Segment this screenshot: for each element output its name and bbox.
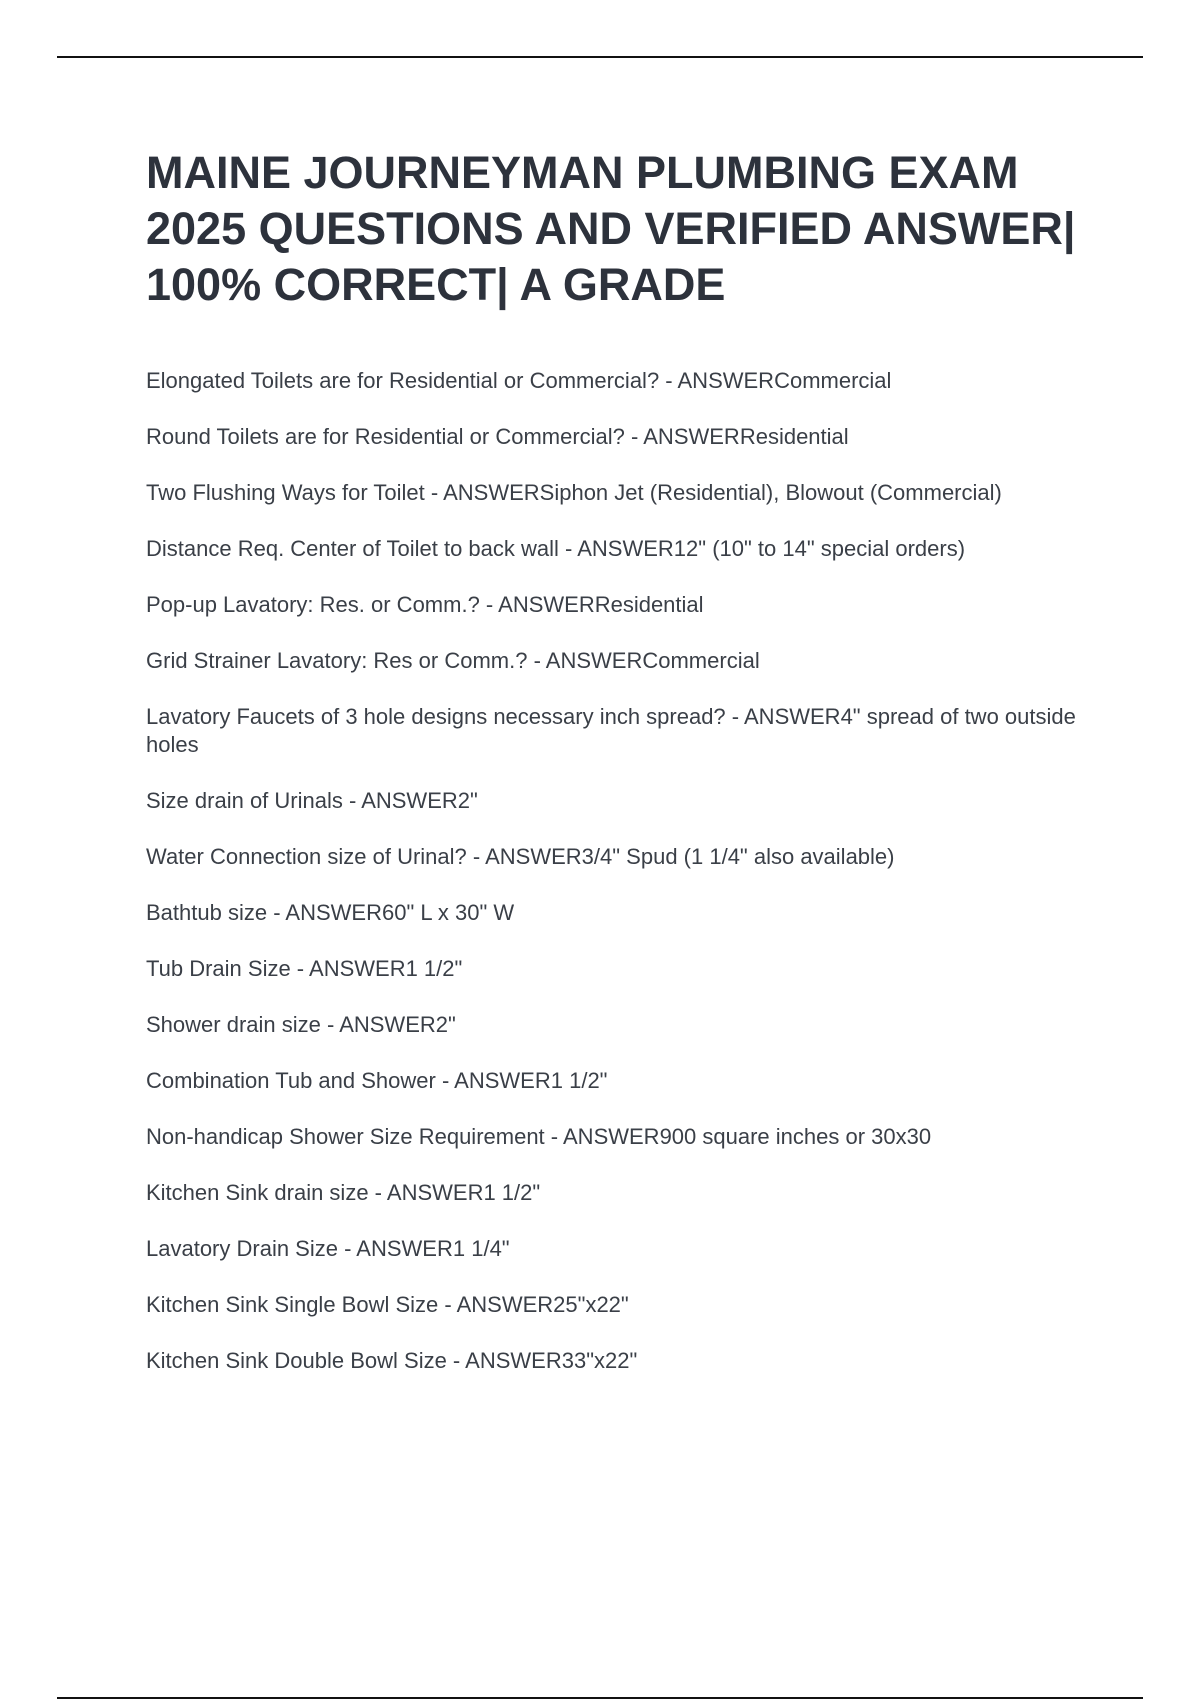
qa-item: Lavatory Faucets of 3 hole designs necessary inch spread? - ANSWER4" spread of two outside holes [146, 704, 1076, 757]
qa-item: Kitchen Sink Double Bowl Size - ANSWER33"x22" [146, 1348, 638, 1373]
page-title: MAINE JOURNEYMAN PLUMBING EXAM 2025 QUESTIONS AND VERIFIED ANSWER| 100% CORRECT| A GRADE [146, 147, 1076, 310]
qa-item: Two Flushing Ways for Toilet - ANSWERSiphon Jet (Residential), Blowout (Commercial) [146, 480, 1002, 505]
qa-item: Pop-up Lavatory: Res. or Comm.? - ANSWERResidential [146, 592, 704, 617]
top-divider [57, 56, 1143, 58]
qa-item: Distance Req. Center of Toilet to back wall - ANSWER12" (10" to 14" special orders) [146, 536, 966, 561]
qa-item: Round Toilets are for Residential or Commercial? - ANSWERResidential [146, 424, 849, 449]
qa-item: Combination Tub and Shower - ANSWER1 1/2" [146, 1068, 608, 1093]
qa-item: Shower drain size - ANSWER2" [146, 1012, 456, 1037]
qa-list [146, 367, 1106, 1403]
qa-item: Tub Drain Size - ANSWER1 1/2" [146, 956, 463, 981]
bottom-divider [57, 1697, 1143, 1699]
qa-item: Kitchen Sink Single Bowl Size - ANSWER25"x22" [146, 1292, 629, 1317]
qa-item: Lavatory Drain Size - ANSWER1 1/4" [146, 1236, 510, 1261]
qa-item: Water Connection size of Urinal? - ANSWER3/4" Spud (1 1/4" also available) [146, 844, 895, 869]
qa-item: Grid Strainer Lavatory: Res or Comm.? - ANSWERCommercial [146, 648, 760, 673]
qa-item: Bathtub size - ANSWER60" L x 30" W [146, 900, 515, 925]
qa-item: Elongated Toilets are for Residential or Commercial? - ANSWERCommercial [146, 368, 892, 393]
qa-item: Size drain of Urinals - ANSWER2" [146, 788, 478, 813]
qa-item: Kitchen Sink drain size - ANSWER1 1/2" [146, 1180, 541, 1205]
qa-item: Non-handicap Shower Size Requirement - ANSWER900 square inches or 30x30 [146, 1124, 932, 1149]
